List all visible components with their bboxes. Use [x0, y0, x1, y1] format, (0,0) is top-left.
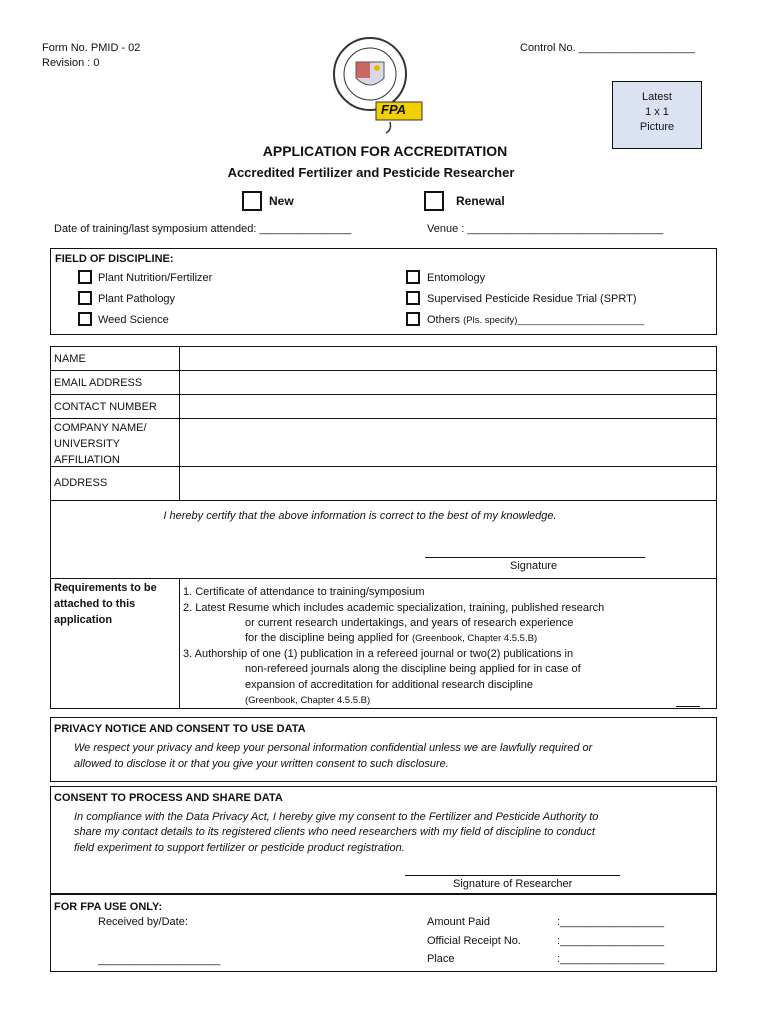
requirements-label-3: application [54, 614, 113, 626]
requirement-mark [676, 706, 700, 707]
requirement-2-line1: 2. Latest Resume which includes academic specialization, training, published research [183, 602, 605, 614]
checkbox-sprt[interactable] [406, 291, 420, 305]
privacy-heading: PRIVACY NOTICE AND CONSENT TO USE DATA [54, 723, 306, 735]
requirement-2-line3 [245, 632, 537, 644]
discipline-others-label: Others [427, 314, 461, 326]
signature-line[interactable] [425, 557, 645, 558]
discipline-others-specify: (Pls. specify)________________________ [463, 315, 645, 326]
control-number[interactable]: Control No. ___________________ [520, 42, 695, 54]
checkbox-weed-science[interactable] [78, 312, 92, 326]
privacy-text-1: We respect your privacy and keep your personal information confidential unless we are lawfully required or [74, 742, 593, 754]
form-number: Form No. PMID - 02 [42, 42, 141, 54]
company-label-1: COMPANY NAME/ [54, 422, 147, 434]
place-label: Place [427, 953, 455, 965]
place-field[interactable]: :_________________ [557, 953, 665, 965]
row-divider [50, 418, 717, 419]
revision-number: Revision : 0 [42, 57, 100, 69]
address-input[interactable] [181, 468, 714, 498]
company-label-3: AFFILIATION [54, 454, 120, 466]
row-divider [50, 500, 717, 501]
photo-label-3: Picture [639, 121, 675, 133]
requirement-3-line2: non-refereed journals along the discipline being applied for in case of [245, 663, 581, 675]
consent-heading: CONSENT TO PROCESS AND SHARE DATA [54, 792, 283, 804]
requirement-3-reference: (Greenbook, Chapter 4.5.5.B) [245, 695, 371, 706]
amount-paid-field[interactable]: :_________________ [557, 916, 665, 928]
researcher-signature-line[interactable] [405, 875, 620, 876]
consent-text-3: field experiment to support fertilizer or pesticide product registration. [74, 842, 405, 854]
row-divider [50, 578, 717, 579]
receipt-label: Official Receipt No. [427, 935, 521, 947]
venue-field[interactable]: Venue : ________________________________ [427, 223, 664, 235]
consent-text-1: In compliance with the Data Privacy Act, I hereby give my consent to the Fertilizer and Pesticide Authority to [74, 811, 599, 823]
discipline-weed-science: Weed Science [98, 314, 169, 326]
checkbox-entomology[interactable] [406, 270, 420, 284]
row-divider [50, 466, 717, 467]
email-label: EMAIL ADDRESS [54, 377, 143, 389]
checkbox-plant-pathology[interactable] [78, 291, 92, 305]
fpa-logo-text: FPA [381, 102, 407, 117]
researcher-signature-label: Signature of Researcher [453, 878, 573, 890]
company-label-2: UNIVERSITY [54, 438, 121, 450]
discipline-others[interactable] [427, 314, 644, 326]
name-label: NAME [54, 353, 86, 365]
contact-input[interactable] [181, 396, 714, 416]
address-label: ADDRESS [54, 477, 108, 489]
requirement-2-line2: or current research undertakings, and years of research experience [245, 617, 574, 629]
consent-text-2: share my contact details to its registered clients who need researchers with my field of discipline to conduct [74, 826, 595, 838]
renewal-checkbox[interactable] [424, 191, 444, 211]
fpa-use-heading: FOR FPA USE ONLY: [54, 901, 163, 913]
discipline-plant-nutrition: Plant Nutrition/Fertilizer [98, 272, 213, 284]
discipline-plant-pathology: Plant Pathology [98, 293, 176, 305]
photo-label-1: Latest [642, 91, 672, 103]
name-input[interactable] [181, 348, 714, 368]
certification-text: I hereby certify that the above information is correct to the best of my knowledge. [163, 510, 557, 522]
requirement-2-reference: (Greenbook, Chapter 4.5.5.B) [411, 633, 538, 644]
training-date-field[interactable]: Date of training/last symposium attended: _______________ [54, 223, 352, 235]
received-by-label: Received by/Date: [98, 916, 188, 928]
row-divider [50, 370, 717, 371]
row-divider [50, 394, 717, 395]
checkbox-plant-nutrition[interactable] [78, 270, 92, 284]
photo-label-2: 1 x 1 [645, 106, 669, 118]
requirement-1: 1. Certificate of attendance to training/symposium [183, 586, 425, 598]
requirement-2-text: for the discipline being applied for [245, 632, 409, 644]
signature-label: Signature [510, 560, 558, 572]
page-subtitle: Accredited Fertilizer and Pesticide Researcher [227, 165, 515, 180]
requirements-label-1: Requirements to be [54, 582, 157, 594]
checkbox-others[interactable] [406, 312, 420, 326]
privacy-text-2: allowed to disclose it or that you give your written consent to such disclosure. [74, 758, 449, 770]
email-input[interactable] [181, 372, 714, 392]
requirements-divider [179, 578, 180, 709]
renewal-label: Renewal [456, 194, 505, 208]
company-input[interactable] [181, 420, 714, 464]
discipline-entomology: Entomology [427, 272, 486, 284]
new-checkbox[interactable] [242, 191, 262, 211]
contact-label: CONTACT NUMBER [54, 401, 157, 413]
page-title: APPLICATION FOR ACCREDITATION [262, 143, 508, 159]
requirement-3-line3: expansion of accreditation for additional research discipline [245, 679, 534, 691]
requirements-label-2: attached to this [54, 598, 136, 610]
discipline-sprt: Supervised Pesticide Residue Trial (SPRT) [427, 293, 637, 305]
received-by-field[interactable]: ____________________ [98, 954, 221, 966]
company-label [54, 420, 147, 468]
discipline-heading: FIELD OF DISCIPLINE: [55, 253, 174, 265]
photo-placeholder[interactable] [612, 81, 702, 149]
requirement-3-line1: 3. Authorship of one (1) publication in a refereed journal or two(2) publications in [183, 648, 574, 660]
new-label: New [269, 194, 294, 208]
receipt-field[interactable]: :_________________ [557, 935, 665, 947]
agency-seal-logo [320, 34, 430, 134]
requirements-label [54, 580, 157, 628]
amount-paid-label: Amount Paid [427, 916, 490, 928]
